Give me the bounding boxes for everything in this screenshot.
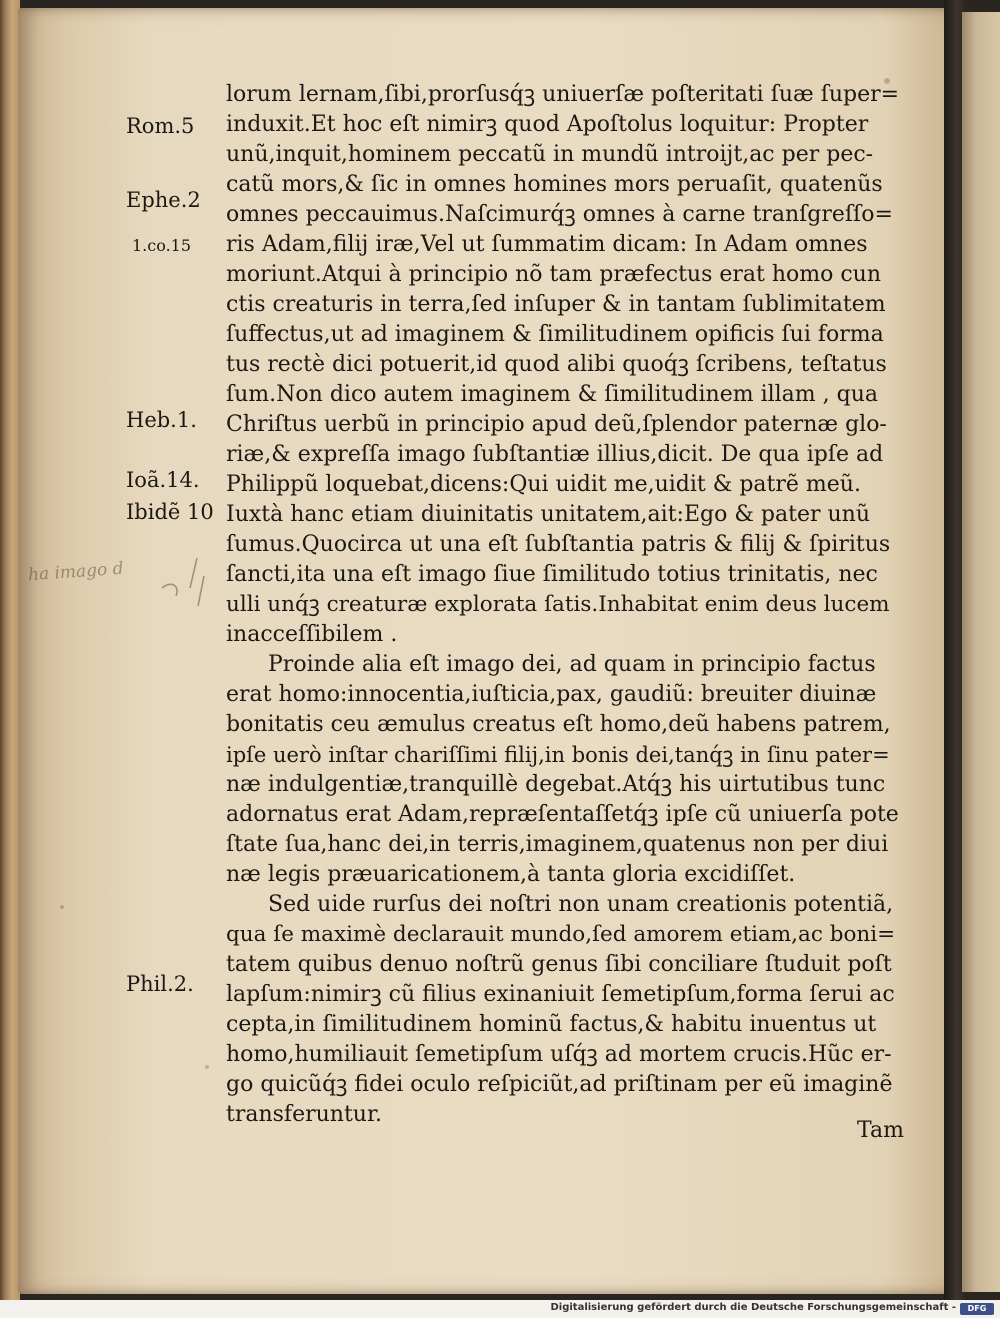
footer-credit: Digitalisierung gefördert durch die Deutsche Forschungsgemeinschaft - (550, 1302, 956, 1313)
facing-page-edge (962, 12, 1000, 1292)
text-line: ſumus.Quocirca ut una eſt ſubſtantia patris & filij & ſpiritus (226, 532, 891, 557)
footer-bar (0, 1300, 1000, 1318)
text-line: induxit.Et hoc eſt nimirꝫ quod Apoſtolus loquitur: Propter (226, 112, 869, 137)
margin-ref-heb: Heb.1. (126, 408, 197, 432)
text-line: omnes peccauimus.Naſcimurq́ꝫ omnes à carne tranſgreſſo= (226, 202, 893, 227)
text-line: ctis creaturis in terra,ſed inſuper & in tantam ſublimitatem (226, 292, 886, 317)
text-line: Iuxtà hanc etiam diuinitatis unitatem,ait:Ego & pater unũ (226, 502, 870, 527)
text-line: ſuffectus,ut ad imaginem & ſimilitudinem opificis ſui forma (226, 322, 884, 347)
margin-ref-ioa: Ioã.14. (126, 468, 200, 492)
ink-spot (205, 1065, 209, 1069)
text-line: erat homo:innocentia,iuſticia,pax, gaudiũ: breuiter diuinæ (226, 682, 877, 707)
text-line: ipſe uerò inſtar chariſſimi filij,in bonis dei,tanq́ꝫ in ſinu pater= (226, 743, 890, 767)
text-line: næ legis præuaricationem,à tanta gloria excidiſſet. (226, 862, 796, 887)
text-line: næ indulgentiæ,tranquillè degebat.Atq́ꝫ his uirtutibus tunc (226, 772, 886, 797)
text-line: lorum lernam,ſibi,prorſusq́ꝫ uniuerſæ poſteritati ſuæ ſuper= (226, 82, 900, 107)
text-line: ſtate ſua,hanc dei,in terris,imaginem,quatenus non per diui (226, 832, 889, 857)
text-line: ſum.Non dico autem imaginem & ſimilitudinem illam , qua (226, 382, 879, 407)
text-line: inacceſſibilem . (226, 622, 398, 647)
text-line: Proinde alia eſt imago dei, ad quam in principio factus (268, 652, 876, 677)
book-edge (0, 0, 20, 1300)
handwriting-strokes (22, 548, 212, 618)
dfg-logo: DFG (960, 1303, 994, 1315)
text-line: transferuntur. (226, 1102, 383, 1127)
margin-ref-ibid: Ibidẽ 10 (126, 500, 214, 524)
text-line: Chriſtus uerbũ in principio apud deũ,ſplendor paternæ glo- (226, 412, 887, 437)
text-line: Sed uide rurſus dei noſtri non unam creationis potentiã, (268, 892, 894, 917)
text-line: ris Adam,filij iræ,Vel ut ſummatim dicam: In Adam omnes (226, 232, 868, 257)
margin-ref-ephe: Ephe.2 (126, 188, 201, 212)
text-line: catũ mors,& ſic in omnes homines mors peruaſit, quatenũs (226, 172, 883, 197)
text-line: riæ,& expreſſa imago ſubſtantiæ illius,dicit. De qua ipſe ad (226, 442, 884, 467)
margin-ref-rom: Rom.5 (126, 114, 195, 138)
handwritten-note (22, 548, 212, 618)
text-line: tus rectè dici potuerit,id quod alibi quoq́ꝫ ſcribens, teſtatus (226, 352, 887, 377)
text-line: qua ſe maximè declarauit mundo,ſed amorem etiam,ac boni= (226, 922, 896, 947)
margin-ref-phil: Phil.2. (126, 972, 194, 996)
text-line: cepta,in ſimilitudinem hominũ factus,& habitu inuentus ut (226, 1012, 877, 1037)
catchword: Tam (857, 1118, 904, 1143)
text-line: adornatus erat Adam,repræſentaſſetq́ꝫ ipſe cũ uniuerſa pote (226, 802, 899, 827)
text-line: unũ,inquit,hominem peccatũ in mundũ introijt,ac per pec- (226, 142, 874, 167)
ink-spot (60, 905, 64, 909)
text-line: Philippũ loquebat,dicens:Qui uidit me,uidit & patrẽ meũ. (226, 472, 861, 497)
text-line: ſancti,ita una eſt imago ſiue ſimilitudo totius trinitatis, nec (226, 562, 878, 587)
text-line: tatem quibus denuo noſtrũ genus ſibi conciliare ſtuduit poſt (226, 952, 892, 977)
text-line: go quicũq́ꝫ fidei oculo reſpiciũt,ad priſtinam per eũ imaginẽ (226, 1072, 893, 1097)
text-line: moriunt.Atqui à principio nõ tam præfectus erat homo cun (226, 262, 882, 287)
text-line: lapſum:nimirꝫ cũ filius exinaniuit ſemetipſum,forma ſerui ac (226, 982, 895, 1007)
margin-ref-cor: 1.co.15 (132, 236, 192, 255)
text-line: homo,humiliauit ſemetipſum uſq́ꝫ ad mortem crucis.Hũc er- (226, 1042, 892, 1067)
handwritten-note-text: ha imago d (27, 558, 125, 586)
text-line: ulli unq́ꝫ creaturæ explorata ſatis.Inhabitat enim deus lucem (226, 592, 890, 617)
text-line: bonitatis ceu æmulus creatus eſt homo,deũ habens patrem, (226, 712, 891, 737)
